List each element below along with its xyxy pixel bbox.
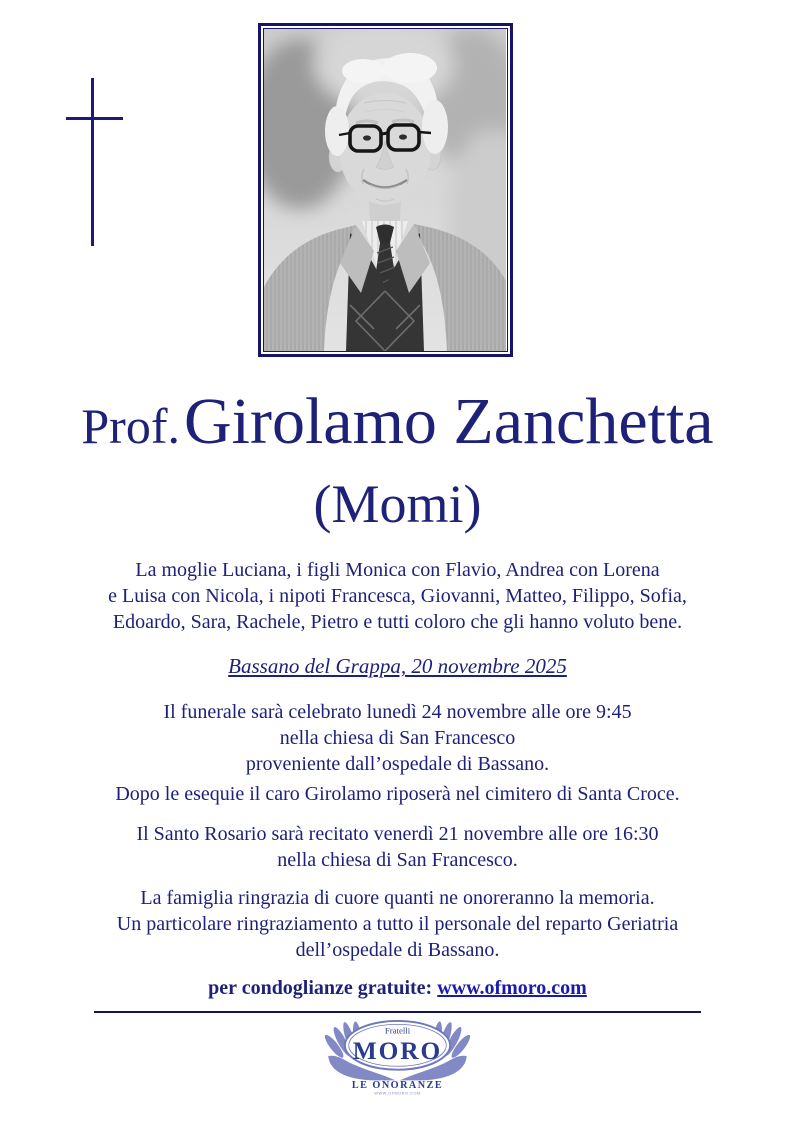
portrait-photo-frame [258,23,513,357]
funeral-line: Il funerale sarà celebrato lunedì 24 novembre alle ore 9:45 [163,701,632,723]
funeral-home-logo [0,1019,795,1097]
logo-url-text: WWW.OFMORO.COM [374,1090,421,1096]
family-line: La moglie Luciana, i figli Monica con Flavio, Andrea con Lorena [135,559,660,581]
nickname: (Momi) [313,474,482,534]
family-text [0,557,795,635]
portrait-photo [264,29,506,351]
condolences-label: per condoglianze gratuite: [208,977,433,999]
funeral-line: nella chiesa di San Francesco [279,727,516,749]
dateline: Bassano del Grappa, 20 novembre 2025 [228,654,567,678]
family-line: e Luisa con Nicola, i nipoti Francesca, Giovanni, Matteo, Filippo, Sofia, [108,585,687,607]
condolences-link[interactable]: www.ofmoro.com [437,977,587,999]
cross-icon [91,78,94,246]
thanks-text [0,885,795,963]
thanks-line: dell’ospedale di Bassano. [295,939,500,961]
title-name: Girolamo Zanchetta [183,385,714,458]
rosary-line: Il Santo Rosario sarà recitato venerdì 21 novembre alle ore 16:30 [136,823,659,845]
logo-moro-text: MORO [352,1036,443,1065]
rosary-text [0,821,795,873]
logo-fratelli-text: Fratelli [384,1025,411,1036]
funeral-text [0,699,795,777]
page-title [0,385,795,458]
rosary-line: nella chiesa di San Francesco. [277,849,518,871]
logo-onoranze-text: LE ONORANZE [351,1080,444,1092]
burial-text: Dopo le esequie il caro Girolamo riposerà nel cimitero di Santa Croce. [115,783,680,805]
condolences-line [0,975,795,1001]
cross-icon [66,117,123,120]
thanks-line: Un particolare ringraziamento a tutto il personale del reparto Geriatria [116,913,679,935]
thanks-line: La famiglia ringrazia di cuore quanti ne onoreranno la memoria. [140,887,655,909]
footer-divider [94,1011,701,1013]
family-line: Edoardo, Sara, Rachele, Pietro e tutti coloro che gli hanno voluto bene. [112,611,683,633]
title-prefix: Prof. [81,398,180,454]
funeral-line: proveniente dall’ospedale di Bassano. [245,753,550,775]
